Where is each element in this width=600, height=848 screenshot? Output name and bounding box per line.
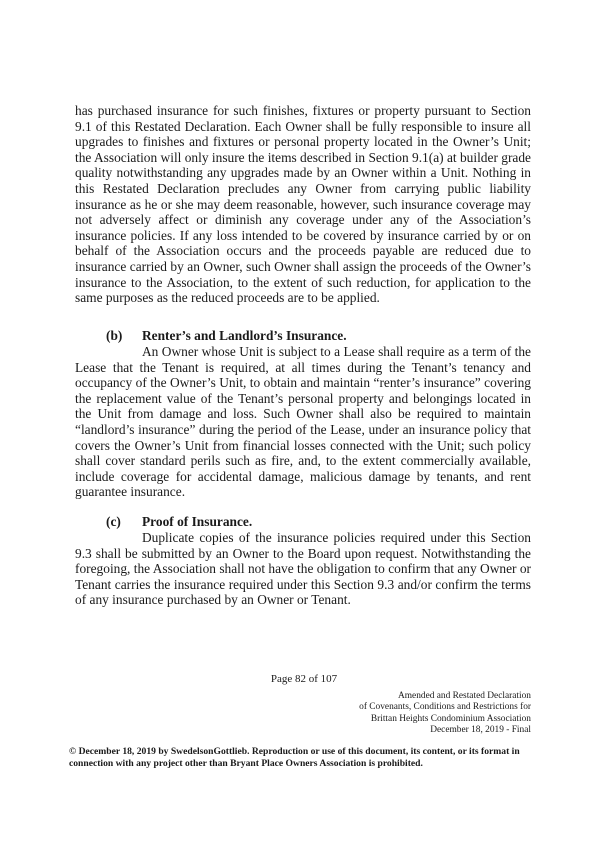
document-info-block [359, 691, 531, 737]
section-title: Renter’s and Landlord’s Insurance. [142, 328, 347, 343]
paragraph-renters-landlords-insurance: An Owner whose Unit is subject to a Lease shall require as a term of the Lease that the Tenant is required, at all times during the Tenant’s tenancy and occupancy of the Owner’s Unit, to obtain and maintain “renter’s insurance” covering the replacement value of the Tenant’s personal property and belongings located in the Unit from damage and loss. Such Owner shall also be required to maintain “landlord’s insurance” during the period of the Lease, under an insurance policy that covers the Owner’s Unit from financial losses connected with the Unit; such policy shall cover standard perils such as fire, and, to the extent commercially available, include coverage for accidental damage, malicious damage by tenants, and rent guarantee insurance. [75, 344, 531, 500]
paragraph-proof-of-insurance: Duplicate copies of the insurance policies required under this Section 9.3 shall be submitted by an Owner to the Board upon request. Notwithstanding the foregoing, the Association shall not have the obligation to confirm that any Owner or Tenant carries the insurance required under this Section 9.3 and/or confirm the terms of any insurance purchased by an Owner or Tenant. [75, 530, 531, 608]
doc-info-line: Amended and Restated Declaration [397, 691, 531, 701]
paragraph-insurance-upgrades: has purchased insurance for such finishes, fixtures or property pursuant to Section 9.1 of this Restated Declaration. Each Owner shall be fully responsible to insure all upgrades to finishes and fixtures or personal property located in the Owner’s Unit; the Association will only insure the items described in Section 9.1(a) at builder grade quality notwithstanding any upgrades made by an Owner within a Unit. Nothing in this Restated Declaration precludes any Owner from carrying public liability insurance as he or she may deem reasonable, however, such insurance coverage may not adversely affect or diminish any coverage under any of the Association’s insurance policies. If any loss intended to be covered by insurance carried by or on behalf of the Association occurs and the proceeds payable are reduced due to insurance carried by an Owner, such Owner shall assign the proceeds of the Owner’s insurance to the Association, to the extent of such reduction, for application to the same purposes as the reduced proceeds are to be applied. [75, 103, 531, 306]
section-heading-proof-of-insurance [106, 514, 252, 530]
section-title: Proof of Insurance. [142, 514, 253, 529]
doc-info-line: Brittan Heights Condominium Association [370, 713, 531, 724]
copyright-notice: © December 18, 2019 by SwedelsonGottlieb. Reproduction or use of this document, its content, or its format in connection with any project other than Bryant Place Owners Association is prohibited. [69, 746, 520, 769]
page-number: Page 82 of 107 [270, 673, 338, 685]
section-heading-renters-landlords-insurance [106, 328, 347, 344]
section-number: (b) [106, 328, 123, 343]
doc-info-line: December 18, 2019 - Final [430, 725, 531, 736]
section-number: (c) [106, 514, 121, 529]
doc-info-line: of Covenants, Conditions and Restrictions for [359, 702, 531, 713]
